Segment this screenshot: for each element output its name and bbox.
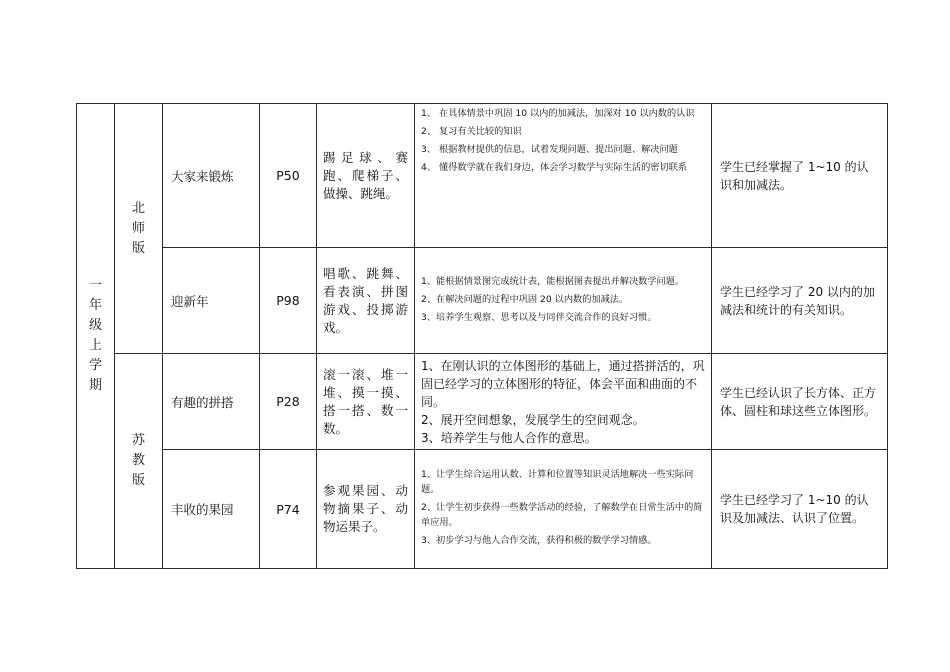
label-char: 北 xyxy=(131,200,145,216)
lesson-page: P28 xyxy=(260,354,317,450)
lesson-goals xyxy=(415,104,712,248)
lesson-activities: 踢足球、赛跑、爬梯子、做操、跳绳。 xyxy=(317,104,415,248)
grade-label xyxy=(77,276,114,396)
label-char: 学 xyxy=(88,358,102,373)
table-row xyxy=(77,450,888,569)
lesson-title: 大家来锻炼 xyxy=(163,104,260,248)
goal-item: 1、能根据情景图完成统计表，能根据图表提出并解决数学问题。 xyxy=(421,275,685,287)
lesson-title: 迎新年 xyxy=(163,248,260,354)
table-row xyxy=(77,104,888,248)
lesson-activities: 唱歌、跳舞、看表演、拼图游戏、投掷游戏。 xyxy=(317,248,415,354)
table-row xyxy=(77,354,888,450)
edition-cell-sujiao xyxy=(115,354,163,569)
lesson-basis: 学生已经掌握了 1~10 的认识和加减法。 xyxy=(712,104,888,248)
goal-item: 2、 复习有关比较的知识 xyxy=(421,126,522,137)
goal-item: 1、让学生综合运用认数、计算和位置等知识灵活地解决一些实际问题。 xyxy=(421,469,694,495)
goal-item: 3、培养学生观察、思考以及与同伴交流合作的良好习惯。 xyxy=(421,311,657,323)
lesson-goals xyxy=(415,450,712,569)
goal-item: 1、在刚认识的立体图形的基础上，通过搭拼活的，巩固已经学习的立体图形的特征，体会平面和曲面的不同。 xyxy=(421,358,705,409)
label-char: 年 xyxy=(88,298,102,313)
table-row xyxy=(77,248,888,354)
lesson-goals xyxy=(415,248,712,354)
lesson-title: 丰收的果园 xyxy=(163,450,260,569)
lesson-basis: 学生已经认识了长方体、正方体、圆柱和球这些立体图形。 xyxy=(712,354,888,450)
goal-item: 3、培养学生与他人合作的意思。 xyxy=(421,430,597,445)
edition-cell-beishi xyxy=(115,104,163,354)
label-char: 教 xyxy=(131,453,145,468)
goal-item: 2、让学生初步获得一些数学活动的经验，了解数学在日常生活中的简单应用。 xyxy=(421,502,703,528)
label-char: 级 xyxy=(88,318,102,333)
grade-cell xyxy=(77,104,115,569)
label-char: 一 xyxy=(88,278,102,293)
label-char: 苏 xyxy=(131,433,145,448)
label-char: 版 xyxy=(131,473,145,488)
lesson-goals xyxy=(415,354,712,450)
lesson-page: P50 xyxy=(260,104,317,248)
goal-item: 2、在解决问题的过程中巩固 20 以内数的加减法。 xyxy=(421,293,629,305)
goal-item: 2、展开空间想象，发展学生的空间观念。 xyxy=(421,412,645,427)
lesson-activities: 参观果园、动物摘果子、动物运果子。 xyxy=(317,450,415,569)
lesson-plan-table xyxy=(76,103,888,569)
label-char: 期 xyxy=(88,378,102,393)
edition-label xyxy=(115,431,162,491)
lesson-title: 有趣的拼搭 xyxy=(163,354,260,450)
label-char: 版 xyxy=(131,240,145,256)
lesson-activities: 滚一滚、堆一堆、摸一摸、搭一搭、数一数。 xyxy=(317,354,415,450)
edition-label xyxy=(115,199,162,259)
goal-item: 4、 懂得数学就在我们身边，体会学习数学与实际生活的密切联系 xyxy=(421,162,688,173)
lesson-basis: 学生已经学习了 1~10 的认识及加减法、认识了位置。 xyxy=(712,450,888,569)
goal-item: 1、 在具体情景中巩固 10 以内的加减法，加深对 10 以内数的认识 xyxy=(421,108,695,119)
lesson-page: P74 xyxy=(260,450,317,569)
goal-item: 3、 根据教材提供的信息，试着发现问题、提出问题、解决问题 xyxy=(421,144,678,155)
lesson-basis: 学生已经学习了 20 以内的加减法和统计的有关知识。 xyxy=(712,248,888,354)
lesson-page: P98 xyxy=(260,248,317,354)
label-char: 师 xyxy=(131,220,145,236)
goal-item: 3、初步学习与他人合作交流，获得积极的数学学习情感。 xyxy=(421,535,657,546)
label-char: 上 xyxy=(88,338,102,353)
